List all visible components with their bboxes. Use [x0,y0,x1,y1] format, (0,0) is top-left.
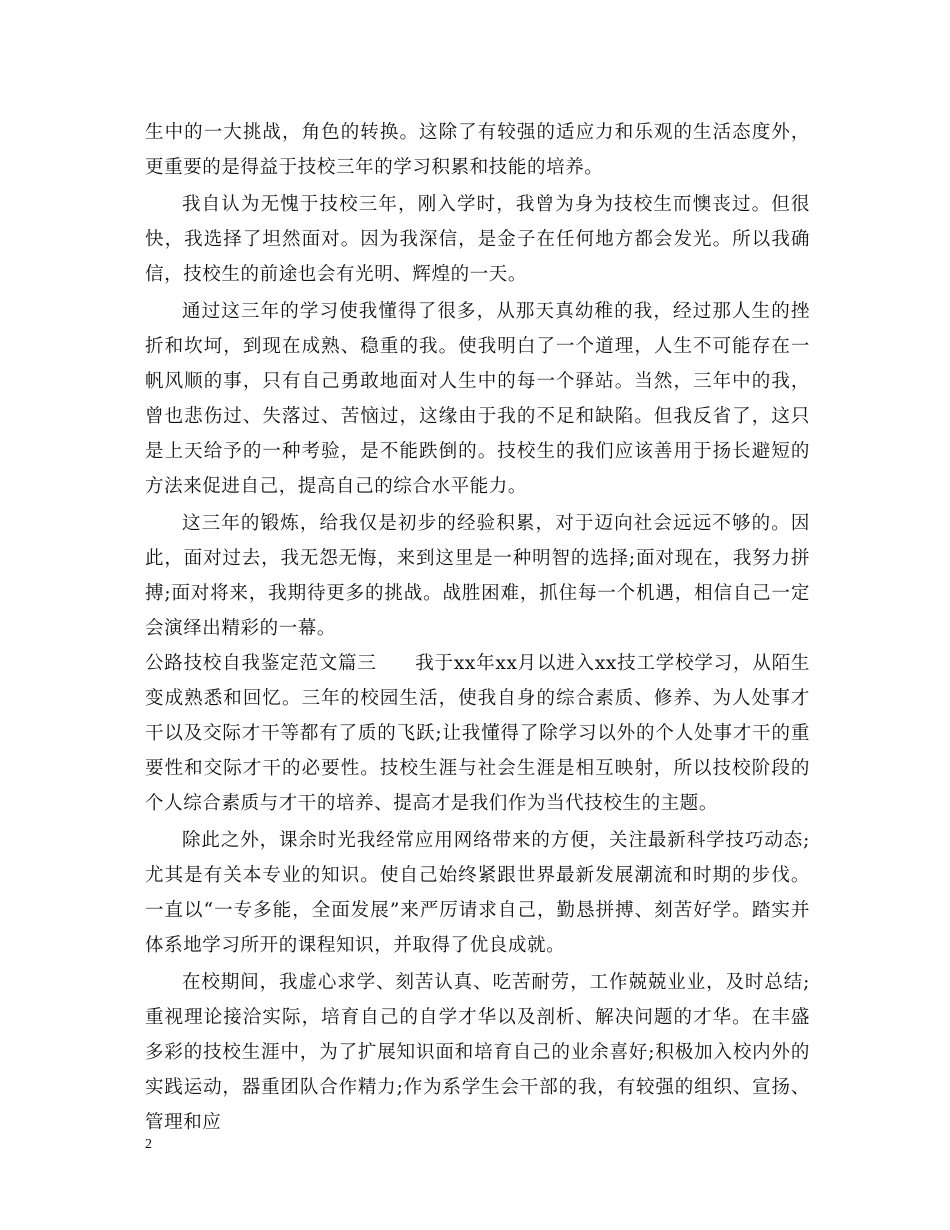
paragraph: 在校期间，我虚心求学、刻苦认真、吃苦耐劳，工作兢兢业业，及时总结;重视理论接洽实际，培育自己的自学才华以及剖析、解决问题的才华。在丰盛多彩的技校生涯中，为了扩展知识面和培育自己的业余喜好;积极加入校内外的实践运动，器重团队合作精力;作为系学生会干部的我，有较强的组织、宣扬、管理和应 [145,972,810,1133]
paragraph: 这三年的锻炼，给我仅是初步的经验积累，对于迈向社会远远不够的。因此，面对过去，我无怨无悔，来到这里是一种明智的选择;面对现在，我努力拼搏;面对将来，我期待更多的挑战。战胜困难，抓住每一个机遇，相信自己一定会演绎出精彩的一幕。 [145,513,810,639]
paragraph: 除此之外，课余时光我经常应用网络带来的方便，关注最新科学技巧动态;尤其是有关本专业的知识。使自己始终紧跟世界最新发展潮流和时期的步伐。一直以“一专多能，全面发展”来严厉请求自己，勤恳拼搏、刻苦好学。踏实并体系地学习所开的课程知识，并取得了优良成就。 [145,830,810,956]
section-heading-paragraph: 公路技校自我鉴定范文篇三 我于xx年xx月以进入xx技工学校学习，从陌生变成熟悉和回忆。三年的校园生活，使我自身的综合素质、修养、为人处事才干以及交际才干等都有了质的飞跃;让我懂得了除学习以外的个人处事才干的重要性和交际才干的必要性。技校生涯与社会生涯是相互映射，所以技校阶段的个人综合素质与才干的培养、提高才是我们作为当代技校生的主题。 [145,653,810,814]
paragraph-continued: 生中的一大挑战，角色的转换。这除了有较强的适应力和乐观的生活态度外，更重要的是得益于技校三年的学习积累和技能的培养。 [145,122,810,178]
body-text [145,115,810,1140]
paragraph: 我自认为无愧于技校三年，刚入学时，我曾为身为技校生而懊丧过。但很快，我选择了坦然面对。因为我深信，是金子在任何地方都会发光。所以我确信，技校生的前途也会有光明、辉煌的一天。 [145,194,810,285]
paragraph: 通过这三年的学习使我懂得了很多，从那天真幼稚的我，经过那人生的挫折和坎坷，到现在成熟、稳重的我。使我明白了一个道理，人生不可能存在一帆风顺的事，只有自己勇敢地面对人生中的每一个驿站。当然，三年中的我，曾也悲伤过、失落过、苦恼过，这缘由于我的不足和缺陷。但我反省了，这只是上天给予的一种考验，是不能跌倒的。技校生的我们应该善用于扬长避短的方法来促进自己，提高自己的综合水平能力。 [145,301,810,497]
page-number: 2 [145,1137,152,1152]
